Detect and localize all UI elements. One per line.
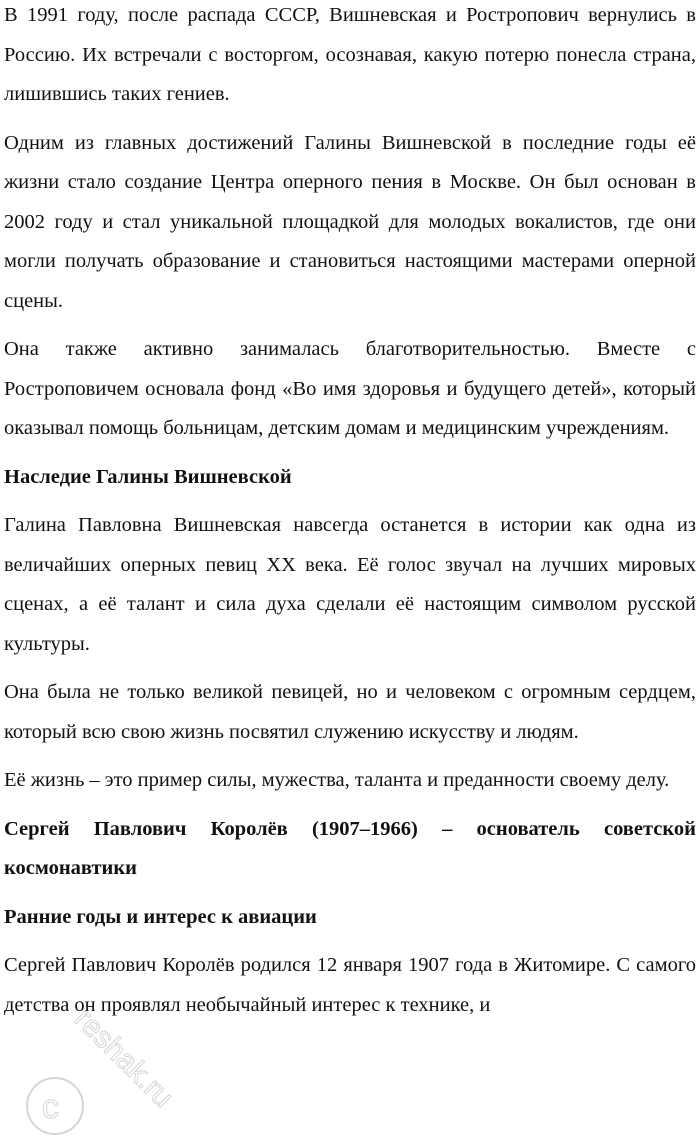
section-heading-korolev: Сергей Павлович Королёв (1907–1966) – основатель советской космонавтики — [4, 817, 696, 879]
paragraph: Она также активно занималась благотворительностью. Вместе с Ростроповичем основала фонд «Во имя здоровья и будущего детей», который оказывал помощь больницам, детским домам и медицинским учреждениям. — [4, 338, 696, 439]
paragraph: Сергей Павлович Королёв родился 12 января 1907 года в Житомире. С самого детства он проявлял необычайный интерес к технике, и — [4, 954, 696, 1016]
paragraph: Её жизнь – это пример силы, мужества, таланта и преданности своему делу. — [4, 769, 670, 791]
svg-text:reshak.ru: reshak.ru — [67, 1002, 180, 1115]
paragraph: Она была не только великой певицей, но и человеком с огромным сердцем, который всю свою жизнь посвятил служению искусству и людям. — [4, 681, 696, 743]
subsection-heading-early-years: Ранние годы и интерес к авиации — [4, 905, 317, 928]
paragraph: Галина Павловна Вишневская навсегда останется в истории как одна из величайших оперных певиц XX века. Её голос звучал на лучших мировых сценах, а её талант и сила духа сделали её настоящим символом русской культуры. — [4, 514, 696, 655]
section-heading-legacy: Наследие Галины Вишневской — [4, 465, 292, 488]
paragraph: Одним из главных достижений Галины Вишневской в последние годы её жизни стало создание Центра оперного пения в Москве. Он был основан в 2002 году и стал уникальной площадкой для молодых вокалистов, где они могли получать образование и становиться настоящими мастерами оперной сцены. — [4, 131, 696, 312]
svg-text:c: c — [42, 1088, 59, 1126]
paragraph: В 1991 году, после распада СССР, Вишневская и Ростропович вернулись в Россию. Их встречали с восторгом, осознавая, какую потерю понесла страна, лишившись таких гениев. — [4, 4, 696, 105]
